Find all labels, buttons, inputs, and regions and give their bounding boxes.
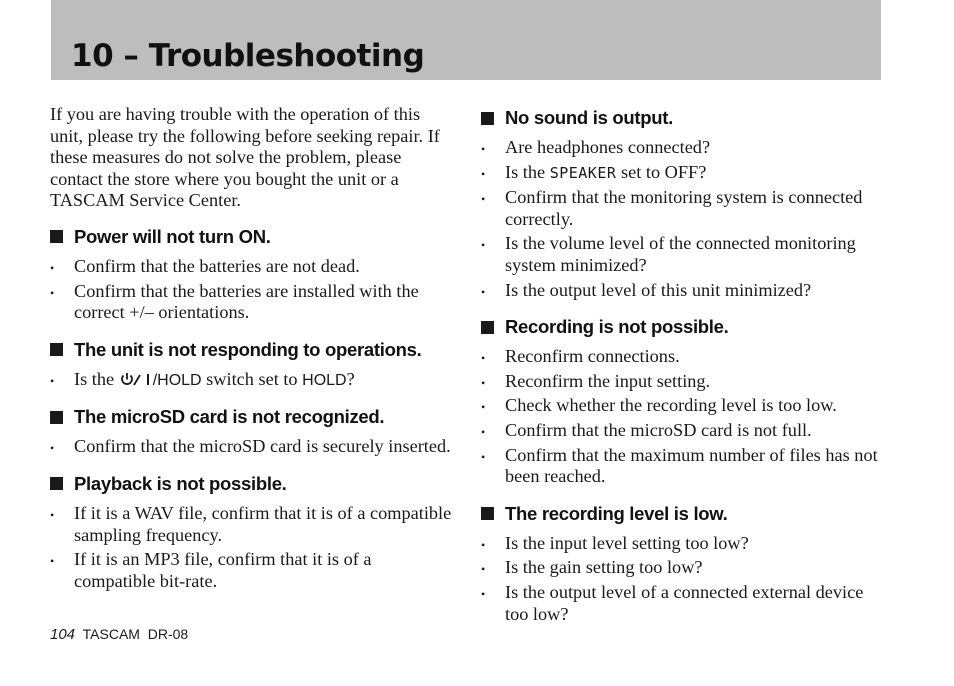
section-power (50, 223, 455, 324)
black-square-icon (50, 411, 63, 424)
bullet-dot-icon: • (50, 285, 55, 300)
item-list (50, 503, 455, 592)
list-item (481, 137, 886, 159)
list-item (50, 369, 455, 392)
bullet-dot-icon: • (481, 586, 486, 601)
section-playback (50, 470, 455, 592)
section-heading (50, 336, 455, 364)
section-recording-level (481, 500, 886, 625)
right-column (481, 104, 886, 637)
page-footer (50, 626, 188, 643)
section-heading (481, 313, 886, 341)
section-heading (50, 470, 455, 498)
list-item (481, 162, 886, 185)
list-item-text: Is the volume level of the connected monitoring system minimized? (505, 233, 856, 275)
list-item-text: set to OFF? (620, 161, 707, 182)
list-item-text: Is the gain setting too low? (505, 557, 703, 578)
list-item-text: Is the output level of this unit minimized? (505, 279, 812, 300)
bullet-dot-icon: • (481, 400, 486, 415)
list-item-text: Are headphones connected? (505, 137, 711, 157)
bullet-dot-icon: • (50, 373, 55, 388)
bullet-dot-icon: • (481, 238, 486, 253)
list-item (481, 187, 886, 230)
item-list (50, 256, 455, 324)
bullet-dot-icon: • (50, 554, 55, 569)
section-not-responding (50, 336, 455, 392)
bullet-dot-icon: • (481, 142, 486, 156)
bullet-dot-icon: • (481, 562, 486, 577)
bullet-dot-icon: • (481, 537, 486, 552)
section-heading-text: Recording is not possible. (505, 316, 729, 338)
section-heading-text: The recording level is low. (505, 502, 728, 524)
list-item-text: Confirm that the batteries are not dead. (74, 255, 360, 276)
black-square-icon (50, 343, 63, 356)
black-square-icon (481, 321, 494, 334)
section-heading-text: Power will not turn ON. (74, 225, 271, 247)
list-item (50, 281, 455, 324)
list-item (481, 233, 886, 276)
page-number: 104 (50, 626, 76, 643)
left-column (50, 104, 455, 604)
item-list (50, 369, 455, 392)
bullet-dot-icon: • (481, 424, 486, 439)
list-item-text: Confirm that the monitoring system is connected correctly. (505, 187, 863, 229)
list-item-text: Confirm that the microSD card is securely inserted. (74, 436, 451, 457)
section-heading-text: Playback is not possible. (74, 472, 287, 494)
section-heading (481, 104, 886, 132)
list-item-text: Is the (505, 161, 546, 182)
section-heading-text: The unit is not responding to operations. (74, 338, 422, 360)
list-item (481, 346, 886, 368)
bullet-dot-icon: • (50, 260, 55, 275)
list-item-text: Is the output level of a connected external device too low? (505, 581, 864, 624)
list-item-text: If it is an MP3 file, confirm that it is of a compatible bit-rate. (74, 549, 372, 591)
section-microsd (50, 403, 455, 458)
section-heading (50, 403, 455, 431)
black-square-icon (481, 112, 494, 125)
black-square-icon (481, 507, 494, 520)
bullet-dot-icon: • (481, 375, 486, 390)
bullet-dot-icon: • (50, 441, 55, 456)
list-item (481, 371, 886, 393)
list-item (481, 582, 886, 625)
black-square-icon (50, 477, 63, 490)
bullet-dot-icon: • (481, 192, 486, 207)
section-heading (50, 223, 455, 251)
item-list (50, 436, 455, 458)
item-list (481, 533, 886, 625)
black-square-icon (50, 230, 63, 243)
bullet-dot-icon: • (481, 449, 486, 464)
footer-model: DR-08 (147, 626, 189, 642)
list-item-text: If it is a WAV file, confirm that it is of a compatible sampling frequency. (74, 502, 452, 545)
bullet-dot-icon: • (50, 507, 55, 522)
intro-paragraph: If you are having trouble with the operation of this unit, please try the following before seeking repair. If these measures do not solve the problem, please contact the store where you bought the unit or a TASCAM Service Center. (50, 104, 440, 211)
list-item (50, 256, 455, 278)
speaker-setting-label: SPEAKER (549, 163, 617, 182)
section-no-sound (481, 104, 886, 301)
section-recording (481, 313, 886, 488)
list-item (481, 533, 886, 555)
footer-brand: TASCAM (82, 626, 140, 642)
list-item-text: Reconfirm connections. (505, 346, 680, 367)
list-item-text: Confirm that the microSD card is not full. (505, 419, 812, 440)
page-title: 10 – Troubleshooting (71, 38, 425, 74)
list-item-text: switch set to (206, 368, 298, 389)
hold-switch-label: /HOLD (152, 371, 202, 389)
list-item-text: Confirm that the maximum number of files has not been reached. (505, 444, 878, 487)
section-heading (481, 500, 886, 528)
list-item (50, 436, 455, 458)
power-icon (119, 371, 153, 387)
list-item (481, 445, 886, 488)
list-item (50, 503, 455, 546)
list-item-text: Reconfirm the input setting. (505, 370, 711, 391)
item-list (481, 346, 886, 488)
list-item-text: Is the (74, 368, 115, 389)
list-item-text: ? (346, 368, 355, 389)
list-item (481, 395, 886, 417)
header-bar (51, 0, 881, 80)
list-item-text: Check whether the recording level is too low. (505, 395, 837, 416)
item-list (481, 137, 886, 301)
list-item-text: Confirm that the batteries are installed with the correct +/– orientations. (74, 280, 419, 323)
list-item (481, 420, 886, 442)
bullet-dot-icon: • (481, 284, 486, 299)
section-heading-text: No sound is output. (505, 107, 673, 128)
list-item (481, 280, 886, 302)
bullet-dot-icon: • (481, 166, 486, 181)
list-item (481, 557, 886, 579)
list-item (50, 549, 455, 592)
hold-label: HOLD (302, 371, 347, 389)
bullet-dot-icon: • (481, 351, 486, 366)
section-heading-text: The microSD card is not recognized. (74, 406, 385, 428)
list-item-text: Is the input level setting too low? (505, 532, 749, 553)
